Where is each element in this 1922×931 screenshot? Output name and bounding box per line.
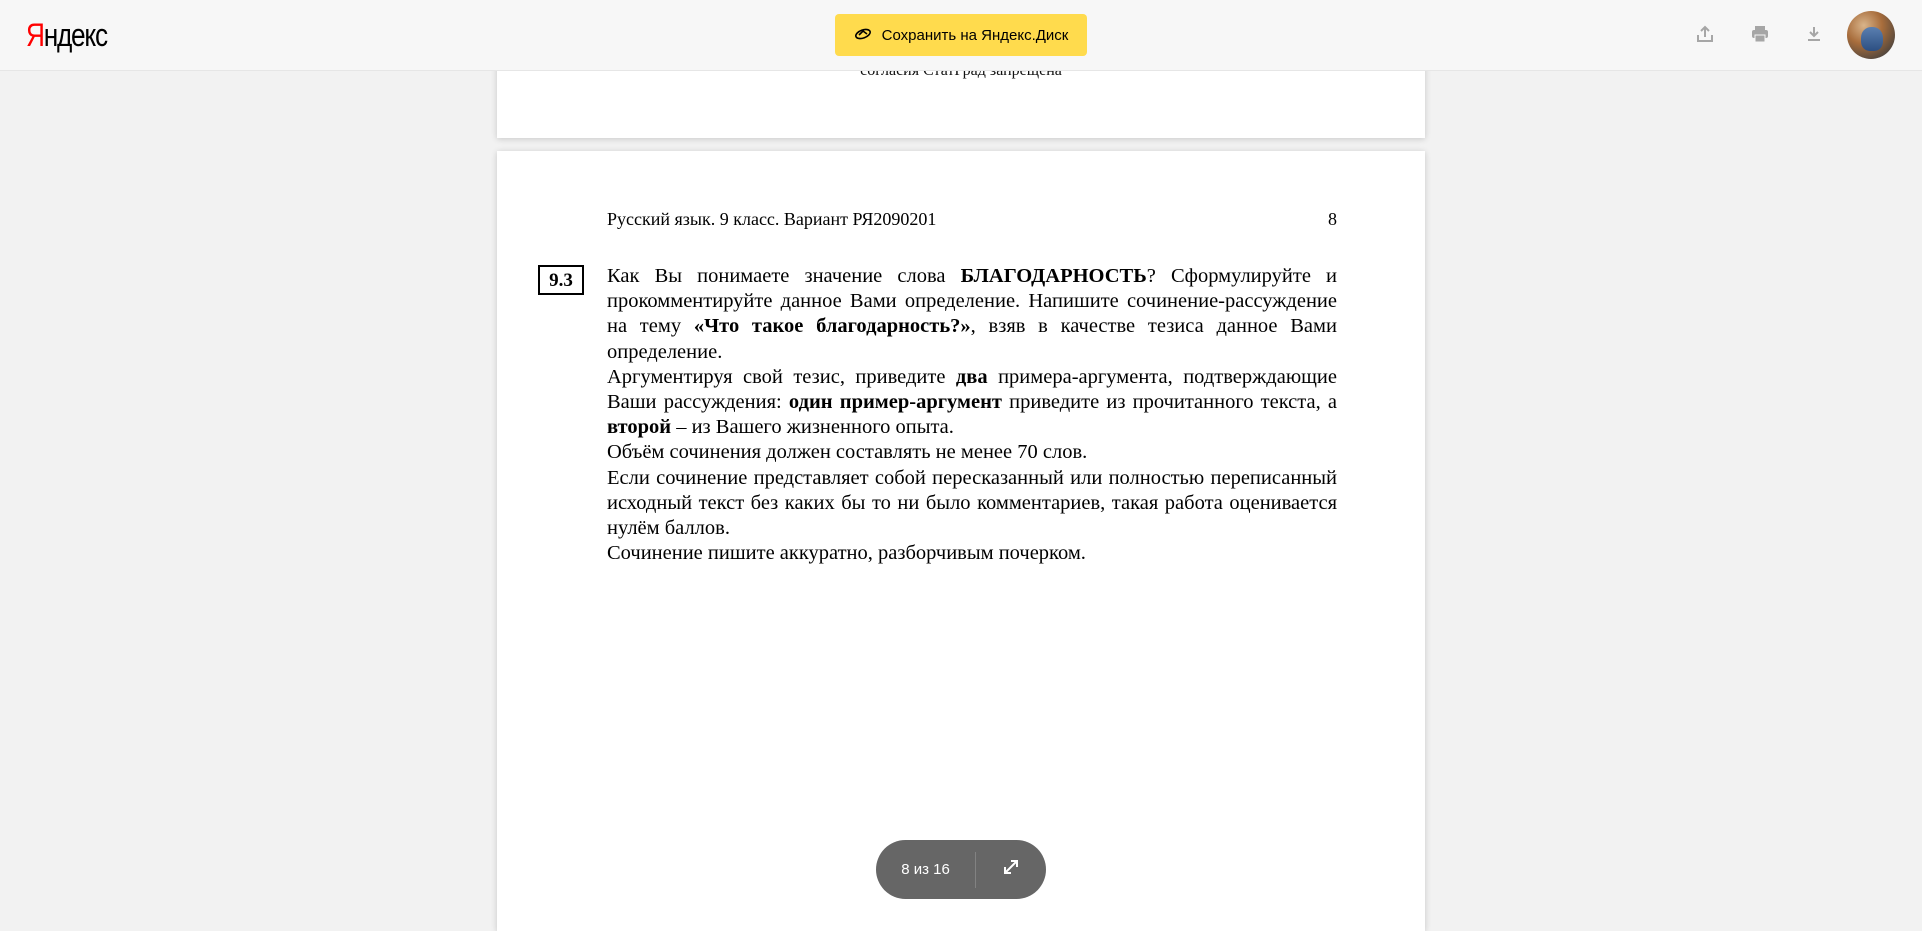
yandex-logo[interactable] (26, 15, 107, 55)
disk-icon (854, 26, 872, 44)
download-icon[interactable] (1802, 22, 1826, 46)
paragraph-4: Если сочинение представляет собой пересказанный или полностью переписанный исходный текст без каких бы то ни было комментариев, такая работа оценивается нулём баллов. (607, 466, 1337, 540)
avatar-figure (1861, 27, 1883, 51)
save-to-disk-button[interactable] (835, 14, 1087, 56)
user-avatar[interactable] (1847, 11, 1895, 59)
page-navigator (876, 840, 1046, 899)
share-icon[interactable] (1693, 22, 1717, 46)
logo-rest: ндекс (43, 17, 107, 53)
page-counter: 8 из 16 (901, 861, 950, 878)
logo-first-letter: Я (26, 17, 44, 53)
page-number: 8 (1328, 209, 1337, 229)
paragraph-2: Аргументируя свой тезис, приведите два примера-аргумента, подтверждающие Ваши рассуждения: один пример-аргумент приведите из прочитанного текста, а второй – из Вашего жизненного опыта. (607, 365, 1337, 439)
task-number-box: 9.3 (538, 265, 584, 295)
fullscreen-button[interactable] (976, 840, 1046, 899)
top-bar (0, 0, 1922, 71)
paragraph-1: Как Вы понимаете значение слова БЛАГОДАРНОСТЬ? Сформулируйте и прокомментируйте данное Вами определение. Напишите сочинение-рассуждение на тему «Что такое благодарность?», взяв в качестве тезиса данное Вами определение. (607, 265, 1337, 363)
paragraph-3: Объём сочинения должен составлять не менее 70 слов. (607, 441, 1088, 464)
print-icon[interactable] (1748, 22, 1772, 46)
current-page (497, 151, 1425, 931)
task-text (607, 264, 1337, 566)
page-header: Русский язык. 9 класс. Вариант РЯ2090201 (607, 209, 937, 229)
expand-icon (1002, 858, 1020, 881)
paragraph-5: Сочинение пишите аккуратно, разборчивым почерком. (607, 542, 1086, 565)
save-button-label: Сохранить на Яндекс.Диск (881, 26, 1069, 44)
